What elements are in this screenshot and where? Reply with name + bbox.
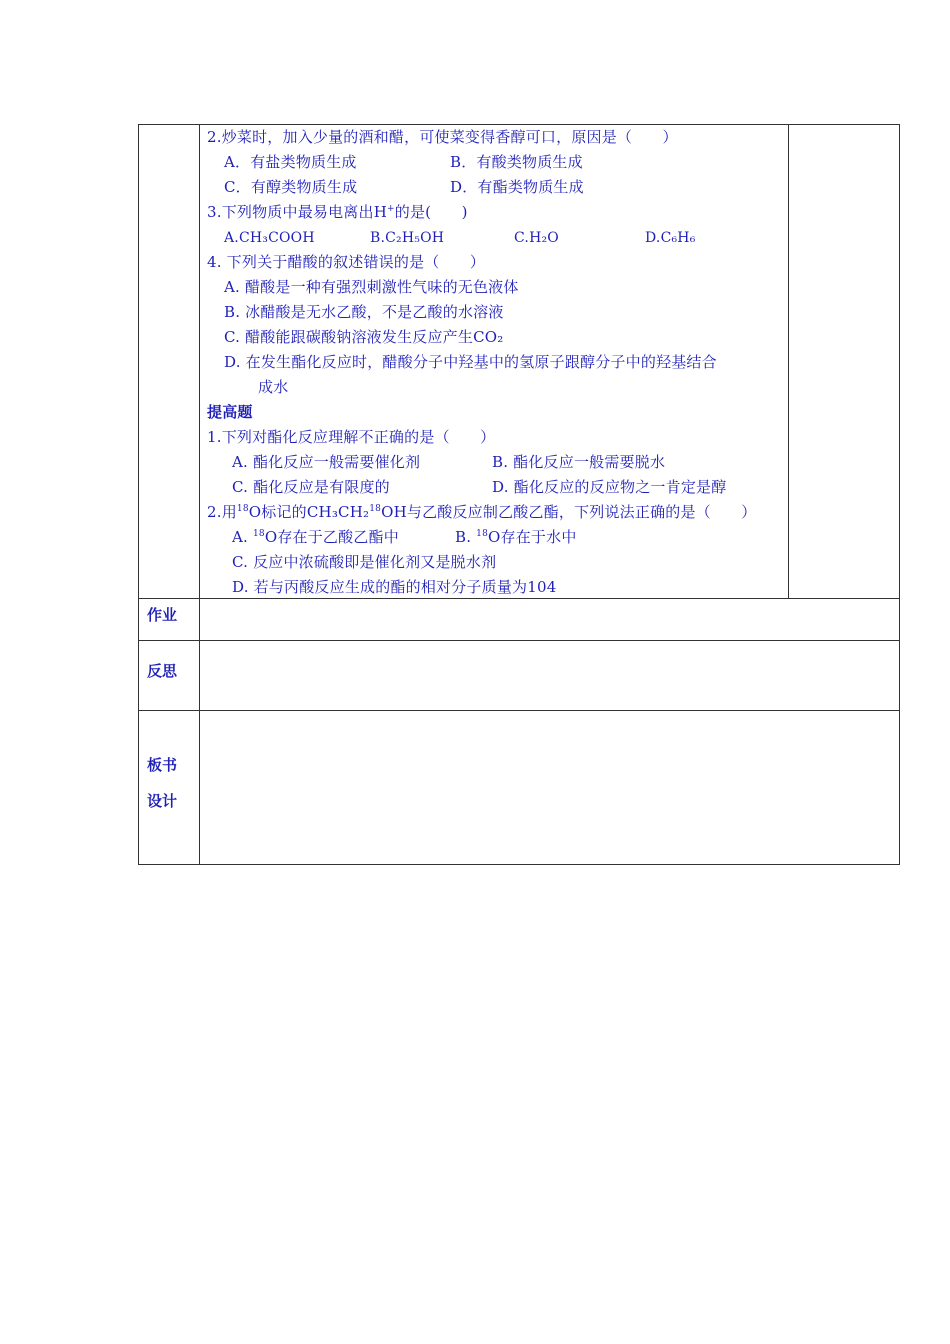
table-border-top [138,124,900,125]
row-divider-homework [138,598,900,599]
q3-option-c: C.H₂O [514,230,559,246]
row-divider-reflection [138,640,900,641]
reflection-label: 反思 [147,662,178,680]
q4-option-d-line1: D. 在发生酯化反应时，醋酸分子中羟基中的氢原子跟醇分子中的羟基结合 [224,353,717,371]
column-divider-label [199,124,200,865]
board-design-label-line2: 设计 [147,792,178,810]
adv1-option-b: B. 酯化反应一般需要脱水 [492,453,666,471]
q2-stem: 2.炒菜时，加入少量的酒和醋，可使菜变得香醇可口，原因是（ ） [207,128,678,146]
advanced-section-title: 提高题 [207,403,253,421]
q4-stem: 4. 下列关于醋酸的叙述错误的是（ ） [207,253,486,271]
table-border-right [899,124,900,865]
q3-option-b: B.C₂H₅OH [370,230,445,246]
q3-option-a: A.CH₃COOH [224,230,315,246]
q4-option-b: B. 冰醋酸是无水乙酸，不是乙酸的水溶液 [224,303,504,321]
adv2-option-d: D. 若与丙酸反应生成的酯的相对分子质量为104 [232,578,557,596]
q2-option-d: D．有酯类物质生成 [450,178,584,196]
adv2-option-a: A. $^{18}$O存在于乙酸乙酯中 [232,528,399,546]
adv1-option-c: C. 酯化反应是有限度的 [232,478,390,496]
homework-label: 作业 [147,606,178,624]
adv1-option-d: D. 酯化反应的反应物之一肯定是醇 [492,478,727,496]
column-divider-notes [788,124,789,599]
q2-option-a: A．有盐类物质生成 [224,153,357,171]
row-divider-board [138,710,900,711]
adv2-option-c: C. 反应中浓硫酸即是催化剂又是脱水剂 [232,553,497,571]
q2-option-c: C．有醇类物质生成 [224,178,358,196]
board-design-label-line1: 板书 [147,756,178,774]
q2-option-b: B．有酸类物质生成 [450,153,583,171]
q4-option-a: A. 醋酸是一种有强烈刺激性气味的无色液体 [224,278,519,296]
table-border-left [138,124,139,865]
adv1-option-a: A. 酯化反应一般需要催化剂 [232,453,421,471]
q3-option-d: D.C₆H₆ [645,230,696,246]
adv2-stem: 2.用$^{18}$O标记的CH₃CH₂$^{18}$OH与乙酸反应制乙酸乙酯，下列说法正确的是（ ） [207,503,757,521]
adv2-option-b: B. $^{18}$O存在于水中 [455,528,577,546]
q4-option-c: C. 醋酸能跟碳酸钠溶液发生反应产生CO₂ [224,328,504,346]
q3-stem: 3.下列物质中最易电离出H+的是( ) [207,203,468,221]
table-border-bottom [138,864,900,865]
adv1-stem: 1.下列对酯化反应理解不正确的是（ ） [207,428,496,446]
q4-option-d-line2: 成水 [258,378,289,396]
